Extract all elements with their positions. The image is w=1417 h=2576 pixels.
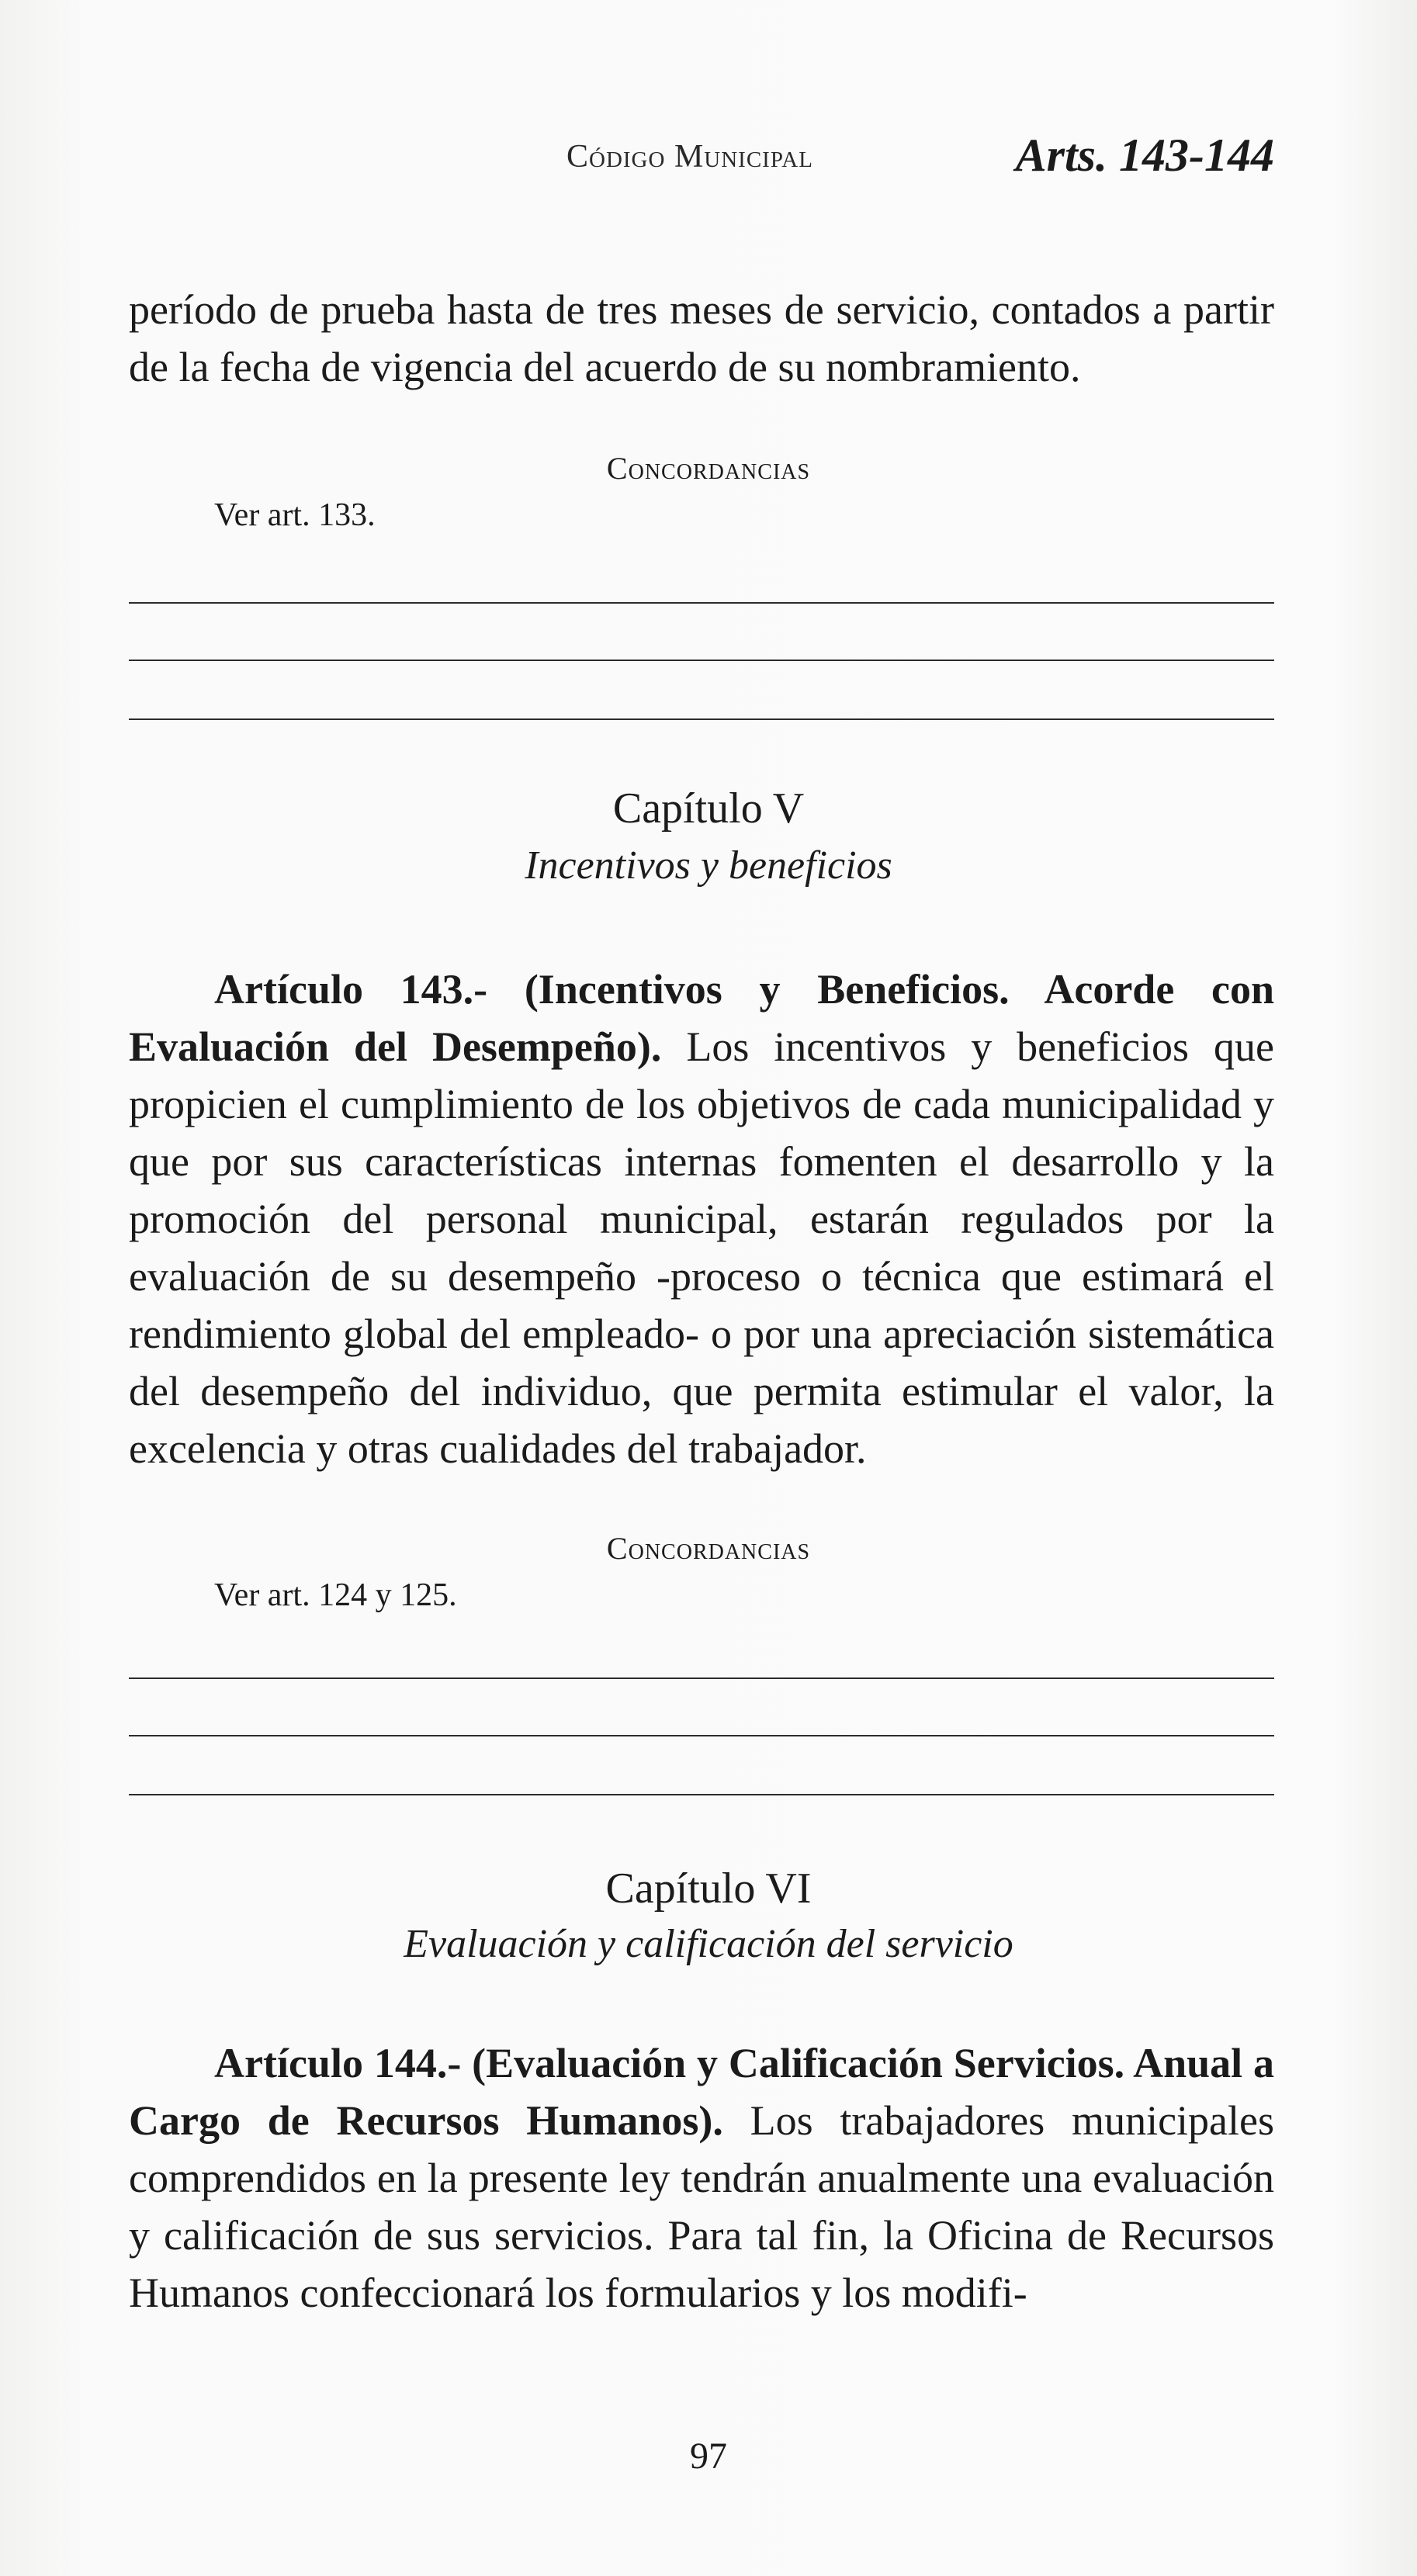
chapter-subtitle: Evaluación y calificación del servicio — [404, 1922, 1013, 1966]
page-number: 97 — [690, 2436, 727, 2477]
continuation-paragraph: período de prueba hasta de tres meses de servicio, contados a partir de la fecha de vigencia del acuerdo de su nombramiento. — [129, 286, 1274, 390]
article-heading: Artículo 143.- (Incentivos y Beneficios. Acorde con Evaluación del Desempeño). — [129, 966, 1274, 1070]
concordance-heading: Concordancias — [606, 451, 811, 486]
chapter-subtitle: Incentivos y beneficios — [525, 843, 892, 888]
chapter-title: Capítulo V — [612, 784, 805, 833]
article-body: Los incentivos y beneficios que propicien el cumplimiento de los objetivos de cada municipalidad y que por sus características internas fomenten el desarrollo y la promoción del personal municipal, estarán regulados por la evaluación de su desempeño -proceso o técnica que estimará el rendimiento global del empleado- o por una apreciación sistemática del desempeño del individuo, que permita estimular el valor, la excelencia y otras cualidades del trabajador. — [129, 1023, 1274, 1472]
note-line — [129, 1794, 1274, 1795]
note-line — [129, 660, 1274, 661]
note-line — [129, 1678, 1274, 1679]
concordance-reference: Ver art. 133. — [214, 497, 376, 533]
article-body: Los trabajadores municipales comprendidos en la presente ley tendrán anualmente una evaluación y calificación de sus servicios. Para tal fin, la Oficina de Recursos Humanos confeccionará los formularios y los modifi- — [129, 2097, 1274, 2316]
running-header-article-range: Arts. 143-144 — [1015, 130, 1274, 181]
chapter-title: Capítulo VI — [605, 1864, 812, 1913]
note-line — [129, 1735, 1274, 1736]
note-line — [129, 718, 1274, 720]
note-line — [129, 602, 1274, 604]
article-143-paragraph — [129, 961, 1274, 1477]
article-heading: Artículo 144.- (Evaluación y Calificación Servicios. Anual a Cargo de Recursos Humanos). — [129, 2040, 1274, 2144]
concordance-reference: Ver art. 124 y 125. — [214, 1577, 457, 1613]
article-144-paragraph — [129, 2034, 1274, 2322]
running-header-title: Código Municipal — [566, 139, 813, 175]
concordance-heading: Concordancias — [606, 1531, 811, 1566]
